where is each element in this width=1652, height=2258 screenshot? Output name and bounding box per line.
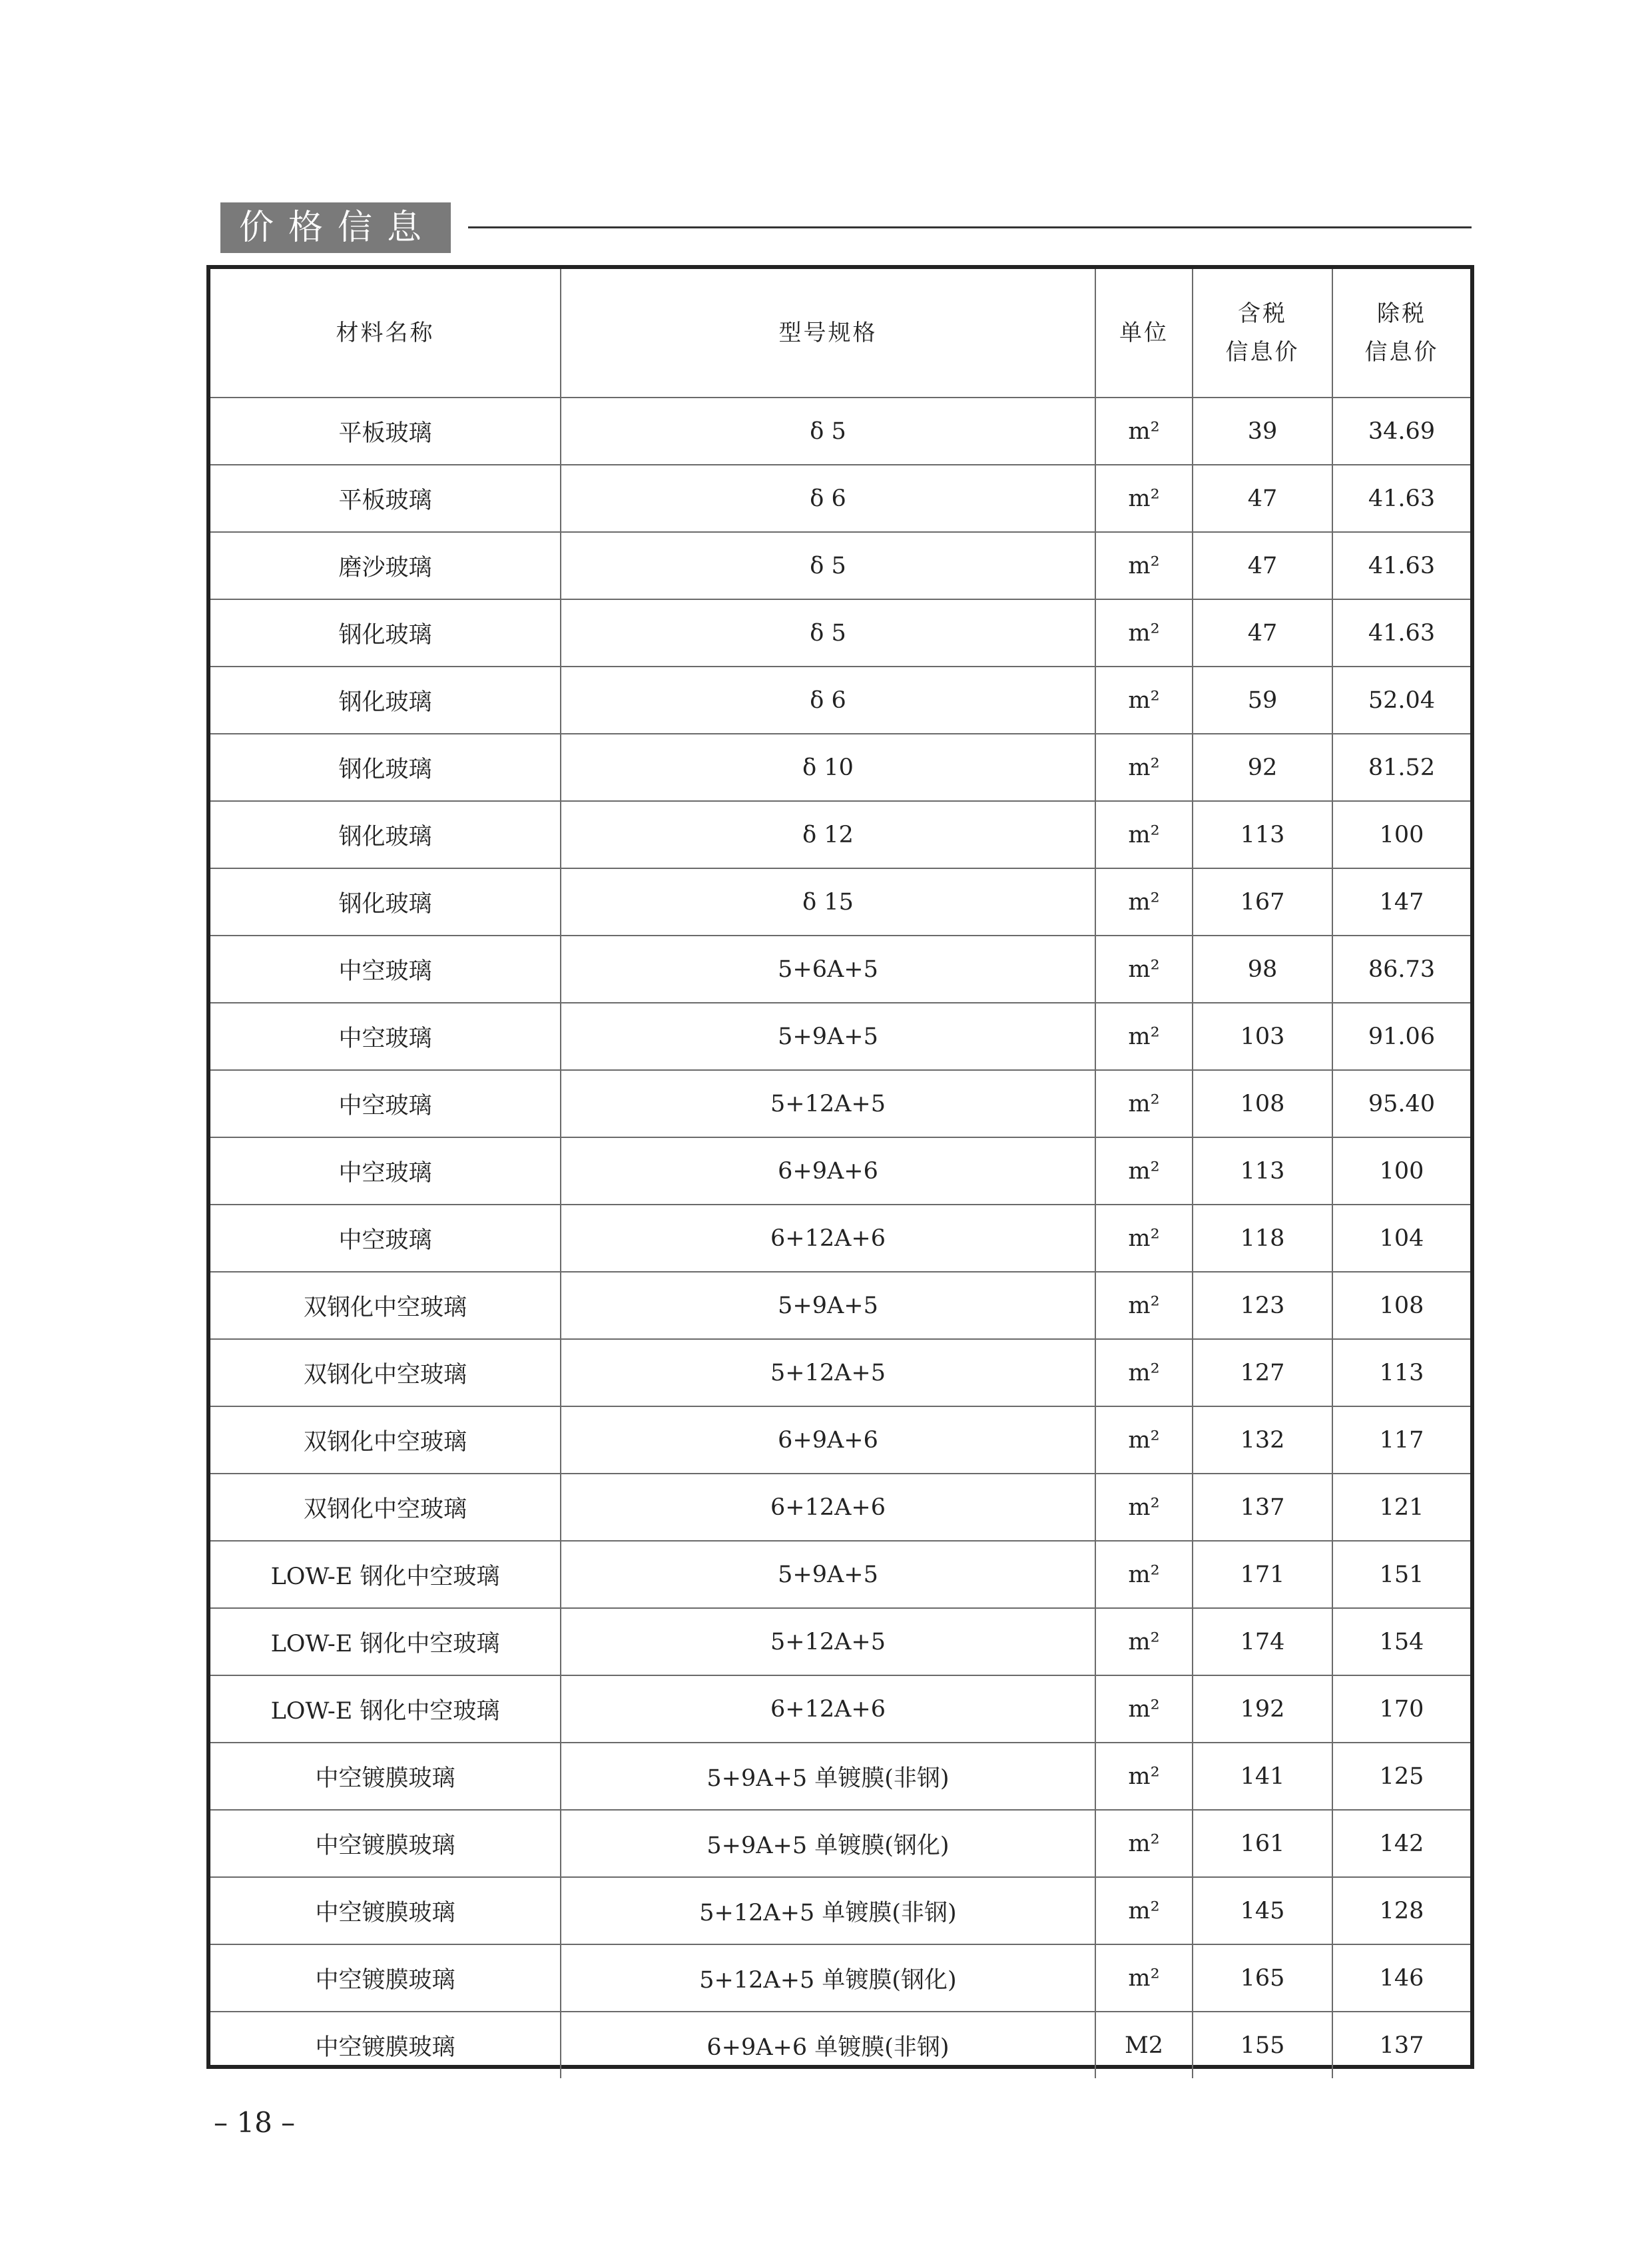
cell-unit: m² bbox=[1095, 1474, 1193, 1541]
cell-price-with-tax: 145 bbox=[1193, 1877, 1332, 1944]
table-row bbox=[210, 599, 1470, 667]
cell-spec: 5+9A+5 单镀膜(非钢) bbox=[561, 1743, 1095, 1810]
cell-material-name: 中空镀膜玻璃 bbox=[210, 1944, 561, 2012]
table-row bbox=[210, 1608, 1470, 1675]
cell-price-with-tax: 39 bbox=[1193, 398, 1332, 465]
cell-spec: δ 5 bbox=[561, 599, 1095, 667]
header-rule bbox=[468, 226, 1472, 228]
cell-price-with-tax: 171 bbox=[1193, 1541, 1332, 1608]
cell-price-with-tax: 123 bbox=[1193, 1272, 1332, 1339]
cell-spec: 6+9A+6 bbox=[561, 1406, 1095, 1474]
table-row bbox=[210, 398, 1470, 465]
cell-price-without-tax: 91.06 bbox=[1332, 1003, 1470, 1070]
cell-spec: 5+12A+5 单镀膜(钢化) bbox=[561, 1944, 1095, 2012]
table-row bbox=[210, 1877, 1470, 1944]
cell-spec: δ 15 bbox=[561, 868, 1095, 936]
header-price-without-tax bbox=[1332, 269, 1470, 398]
cell-price-without-tax: 104 bbox=[1332, 1205, 1470, 1272]
cell-material-name: 平板玻璃 bbox=[210, 398, 561, 465]
cell-material-name: 钢化玻璃 bbox=[210, 667, 561, 734]
cell-spec: 5+9A+5 bbox=[561, 1003, 1095, 1070]
cell-price-without-tax: 137 bbox=[1332, 2012, 1470, 2078]
table-row bbox=[210, 1205, 1470, 1272]
cell-unit: m² bbox=[1095, 1003, 1193, 1070]
cell-spec: δ 5 bbox=[561, 532, 1095, 599]
header-material-name: 材料名称 bbox=[210, 269, 561, 398]
cell-price-without-tax: 128 bbox=[1332, 1877, 1470, 1944]
table-row bbox=[210, 465, 1470, 532]
table-row bbox=[210, 532, 1470, 599]
cell-price-without-tax: 34.69 bbox=[1332, 398, 1470, 465]
cell-price-with-tax: 161 bbox=[1193, 1810, 1332, 1877]
cell-price-without-tax: 146 bbox=[1332, 1944, 1470, 2012]
cell-material-name: 中空玻璃 bbox=[210, 1137, 561, 1205]
cell-price-with-tax: 192 bbox=[1193, 1675, 1332, 1743]
cell-price-without-tax: 52.04 bbox=[1332, 667, 1470, 734]
cell-spec: 5+12A+5 bbox=[561, 1070, 1095, 1137]
cell-price-without-tax: 151 bbox=[1332, 1541, 1470, 1608]
cell-price-without-tax: 86.73 bbox=[1332, 936, 1470, 1003]
cell-unit: m² bbox=[1095, 398, 1193, 465]
cell-price-with-tax: 103 bbox=[1193, 1003, 1332, 1070]
cell-price-with-tax: 174 bbox=[1193, 1608, 1332, 1675]
cell-price-with-tax: 98 bbox=[1193, 936, 1332, 1003]
table-row bbox=[210, 936, 1470, 1003]
cell-unit: m² bbox=[1095, 1877, 1193, 1944]
cell-price-without-tax: 147 bbox=[1332, 868, 1470, 936]
cell-material-name: 双钢化中空玻璃 bbox=[210, 1339, 561, 1406]
cell-unit: m² bbox=[1095, 801, 1193, 868]
cell-price-without-tax: 113 bbox=[1332, 1339, 1470, 1406]
cell-unit: m² bbox=[1095, 1541, 1193, 1608]
table-row bbox=[210, 868, 1470, 936]
cell-unit: m² bbox=[1095, 1205, 1193, 1272]
cell-price-without-tax: 100 bbox=[1332, 801, 1470, 868]
cell-price-without-tax: 142 bbox=[1332, 1810, 1470, 1877]
table-row bbox=[210, 1070, 1470, 1137]
table-header-row bbox=[210, 269, 1470, 398]
cell-unit: m² bbox=[1095, 1406, 1193, 1474]
cell-unit: m² bbox=[1095, 936, 1193, 1003]
cell-price-with-tax: 127 bbox=[1193, 1339, 1332, 1406]
header-price-without-tax-line2: 信息价 bbox=[1364, 339, 1439, 366]
page-number: – 18 – bbox=[214, 2106, 296, 2139]
cell-price-with-tax: 47 bbox=[1193, 599, 1332, 667]
cell-material-name: LOW-E 钢化中空玻璃 bbox=[210, 1541, 561, 1608]
table-row bbox=[210, 1003, 1470, 1070]
price-table-frame bbox=[206, 265, 1474, 2069]
header-price-with-tax-line1: 含税 bbox=[1238, 300, 1287, 327]
cell-unit: m² bbox=[1095, 667, 1193, 734]
cell-price-with-tax: 167 bbox=[1193, 868, 1332, 936]
header-price-without-tax-line1: 除税 bbox=[1377, 300, 1426, 327]
cell-spec: 6+12A+6 bbox=[561, 1474, 1095, 1541]
table-row bbox=[210, 1474, 1470, 1541]
cell-price-with-tax: 47 bbox=[1193, 465, 1332, 532]
table-row bbox=[210, 1743, 1470, 1810]
table-row bbox=[210, 667, 1470, 734]
cell-material-name: 双钢化中空玻璃 bbox=[210, 1406, 561, 1474]
table-row bbox=[210, 2012, 1470, 2078]
cell-price-without-tax: 41.63 bbox=[1332, 599, 1470, 667]
cell-price-with-tax: 113 bbox=[1193, 1137, 1332, 1205]
cell-material-name: 中空镀膜玻璃 bbox=[210, 1743, 561, 1810]
cell-material-name: 中空玻璃 bbox=[210, 936, 561, 1003]
cell-spec: 5+12A+5 bbox=[561, 1608, 1095, 1675]
cell-spec: 5+9A+5 bbox=[561, 1272, 1095, 1339]
cell-material-name: 中空镀膜玻璃 bbox=[210, 2012, 561, 2078]
cell-material-name: 钢化玻璃 bbox=[210, 599, 561, 667]
cell-price-with-tax: 59 bbox=[1193, 667, 1332, 734]
cell-unit: m² bbox=[1095, 465, 1193, 532]
cell-material-name: 钢化玻璃 bbox=[210, 734, 561, 801]
cell-spec: 6+9A+6 单镀膜(非钢) bbox=[561, 2012, 1095, 2078]
cell-unit: m² bbox=[1095, 1675, 1193, 1743]
cell-price-with-tax: 47 bbox=[1193, 532, 1332, 599]
header-price-with-tax bbox=[1193, 269, 1332, 398]
cell-material-name: 双钢化中空玻璃 bbox=[210, 1474, 561, 1541]
cell-price-with-tax: 108 bbox=[1193, 1070, 1332, 1137]
cell-material-name: 钢化玻璃 bbox=[210, 868, 561, 936]
cell-spec: 5+12A+5 单镀膜(非钢) bbox=[561, 1877, 1095, 1944]
cell-spec: δ 12 bbox=[561, 801, 1095, 868]
header-unit: 单位 bbox=[1095, 269, 1193, 398]
table-row bbox=[210, 1137, 1470, 1205]
cell-price-without-tax: 121 bbox=[1332, 1474, 1470, 1541]
cell-spec: 5+6A+5 bbox=[561, 936, 1095, 1003]
cell-price-without-tax: 154 bbox=[1332, 1608, 1470, 1675]
cell-unit: m² bbox=[1095, 1810, 1193, 1877]
cell-material-name: 磨沙玻璃 bbox=[210, 532, 561, 599]
cell-price-with-tax: 141 bbox=[1193, 1743, 1332, 1810]
cell-price-without-tax: 41.63 bbox=[1332, 532, 1470, 599]
table-body bbox=[210, 398, 1470, 2078]
cell-unit: M2 bbox=[1095, 2012, 1193, 2078]
cell-spec: 5+12A+5 bbox=[561, 1339, 1095, 1406]
cell-price-without-tax: 100 bbox=[1332, 1137, 1470, 1205]
table-row bbox=[210, 734, 1470, 801]
cell-price-with-tax: 113 bbox=[1193, 801, 1332, 868]
cell-spec: 6+12A+6 bbox=[561, 1205, 1095, 1272]
cell-unit: m² bbox=[1095, 1272, 1193, 1339]
cell-price-with-tax: 92 bbox=[1193, 734, 1332, 801]
cell-spec: 6+12A+6 bbox=[561, 1675, 1095, 1743]
cell-material-name: LOW-E 钢化中空玻璃 bbox=[210, 1675, 561, 1743]
table-row bbox=[210, 1406, 1470, 1474]
cell-spec: 6+9A+6 bbox=[561, 1137, 1095, 1205]
cell-material-name: 中空玻璃 bbox=[210, 1205, 561, 1272]
cell-spec: 5+9A+5 bbox=[561, 1541, 1095, 1608]
cell-spec: δ 10 bbox=[561, 734, 1095, 801]
cell-price-with-tax: 118 bbox=[1193, 1205, 1332, 1272]
cell-price-with-tax: 155 bbox=[1193, 2012, 1332, 2078]
cell-material-name: LOW-E 钢化中空玻璃 bbox=[210, 1608, 561, 1675]
cell-material-name: 平板玻璃 bbox=[210, 465, 561, 532]
table-row bbox=[210, 1944, 1470, 2012]
table-row bbox=[210, 1272, 1470, 1339]
cell-material-name: 中空镀膜玻璃 bbox=[210, 1877, 561, 1944]
section-title: 价格信息 bbox=[220, 202, 451, 253]
cell-unit: m² bbox=[1095, 1743, 1193, 1810]
cell-unit: m² bbox=[1095, 599, 1193, 667]
cell-material-name: 中空镀膜玻璃 bbox=[210, 1810, 561, 1877]
cell-unit: m² bbox=[1095, 1070, 1193, 1137]
header-spec: 型号规格 bbox=[561, 269, 1095, 398]
cell-price-with-tax: 132 bbox=[1193, 1406, 1332, 1474]
table-row bbox=[210, 1810, 1470, 1877]
table-row bbox=[210, 801, 1470, 868]
cell-unit: m² bbox=[1095, 1944, 1193, 2012]
cell-unit: m² bbox=[1095, 734, 1193, 801]
table-row bbox=[210, 1675, 1470, 1743]
cell-spec: δ 5 bbox=[561, 398, 1095, 465]
cell-unit: m² bbox=[1095, 868, 1193, 936]
cell-price-without-tax: 108 bbox=[1332, 1272, 1470, 1339]
cell-price-without-tax: 81.52 bbox=[1332, 734, 1470, 801]
cell-unit: m² bbox=[1095, 1137, 1193, 1205]
cell-price-without-tax: 170 bbox=[1332, 1675, 1470, 1743]
cell-spec: δ 6 bbox=[561, 465, 1095, 532]
cell-price-without-tax: 95.40 bbox=[1332, 1070, 1470, 1137]
cell-unit: m² bbox=[1095, 1608, 1193, 1675]
price-table bbox=[210, 269, 1470, 2078]
cell-material-name: 双钢化中空玻璃 bbox=[210, 1272, 561, 1339]
cell-unit: m² bbox=[1095, 532, 1193, 599]
cell-unit: m² bbox=[1095, 1339, 1193, 1406]
cell-spec: δ 6 bbox=[561, 667, 1095, 734]
cell-material-name: 钢化玻璃 bbox=[210, 801, 561, 868]
header-price-with-tax-line2: 信息价 bbox=[1225, 339, 1300, 366]
cell-price-without-tax: 41.63 bbox=[1332, 465, 1470, 532]
cell-spec: 5+9A+5 单镀膜(钢化) bbox=[561, 1810, 1095, 1877]
table-row bbox=[210, 1339, 1470, 1406]
cell-price-with-tax: 165 bbox=[1193, 1944, 1332, 2012]
cell-price-with-tax: 137 bbox=[1193, 1474, 1332, 1541]
table-row bbox=[210, 1541, 1470, 1608]
cell-price-without-tax: 117 bbox=[1332, 1406, 1470, 1474]
cell-price-without-tax: 125 bbox=[1332, 1743, 1470, 1810]
cell-material-name: 中空玻璃 bbox=[210, 1003, 561, 1070]
cell-material-name: 中空玻璃 bbox=[210, 1070, 561, 1137]
